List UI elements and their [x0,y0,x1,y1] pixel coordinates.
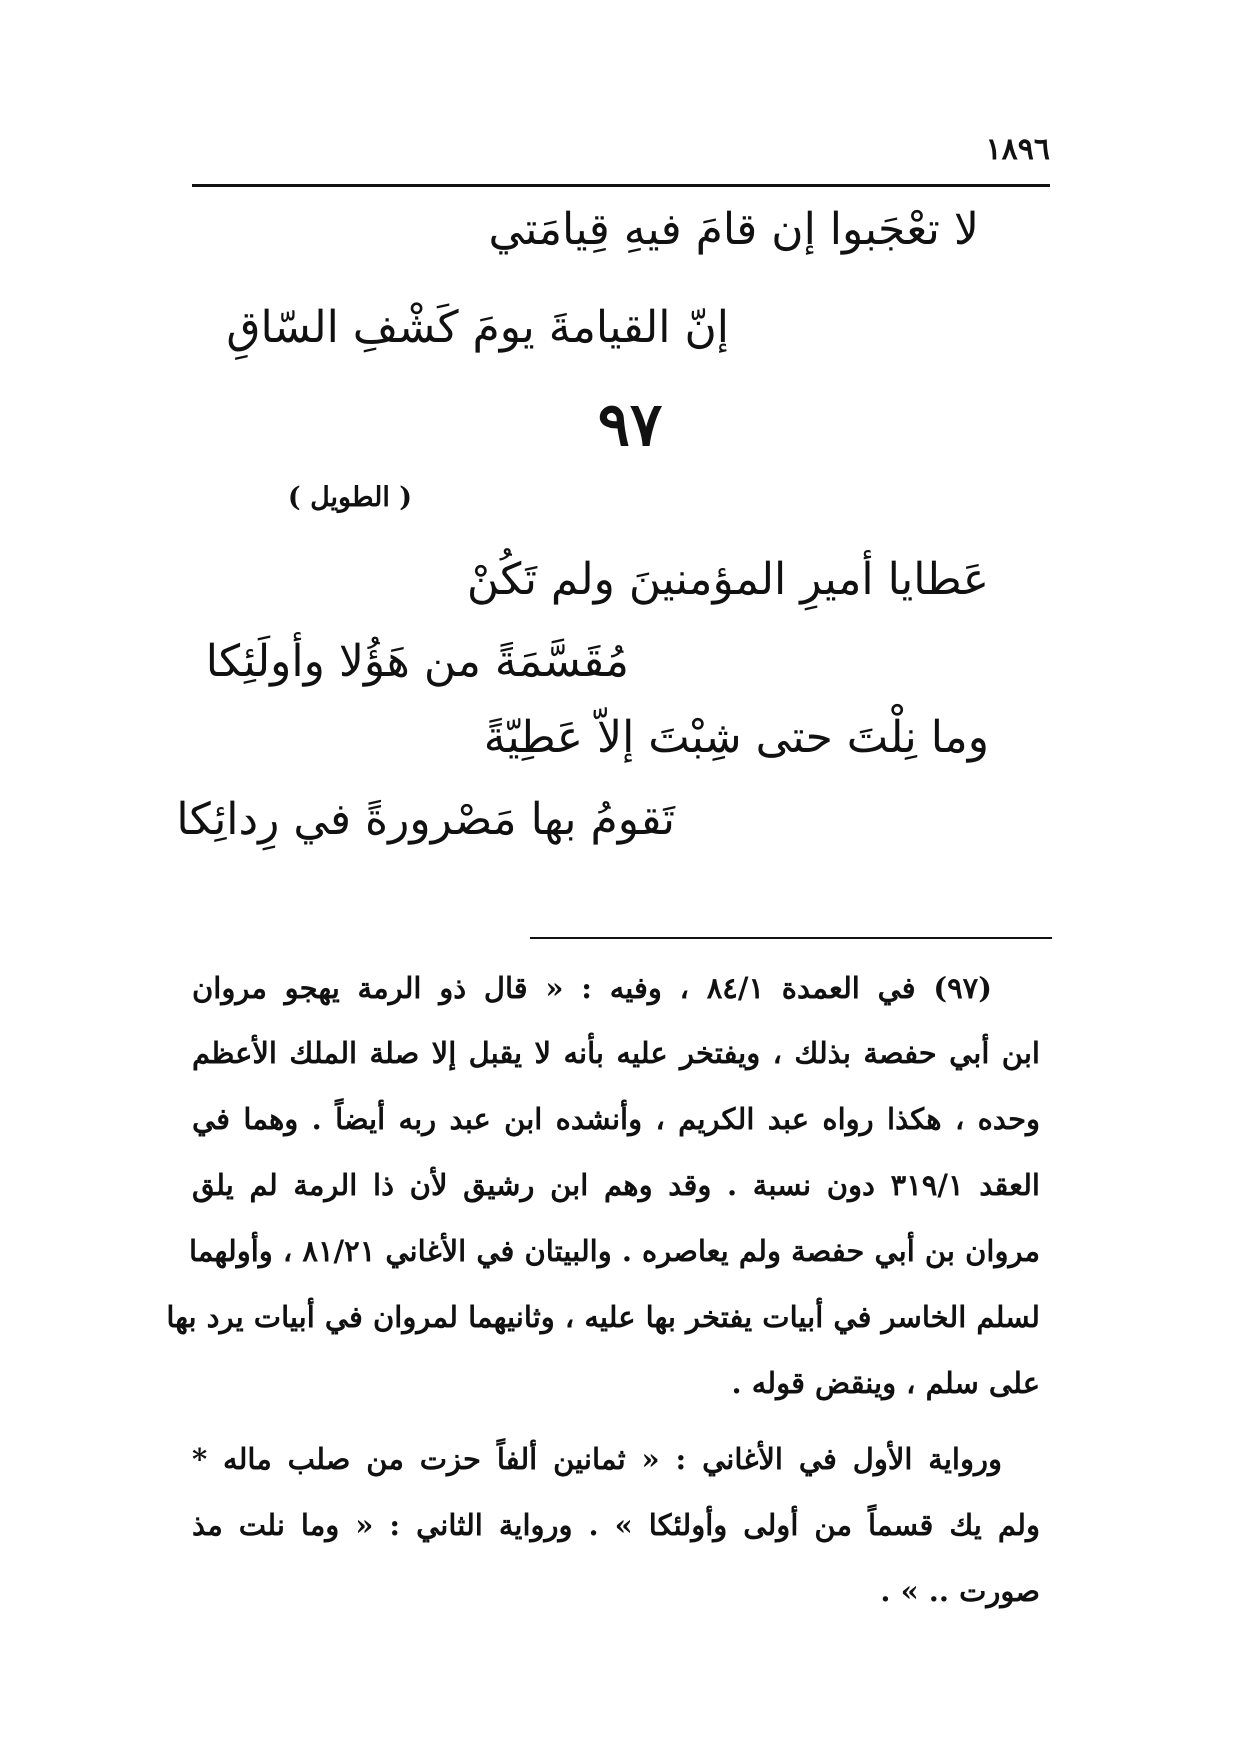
footnote-line: (٩٧) في العمدة ٨٤/١ ، وفيه : « قال ذو الرمة يهجو مروان [192,971,992,1005]
verse-line: وما نِلْتَ حتى شِبْتَ إلاّ عَطِيّةً [483,712,989,763]
header-rule [192,184,1050,187]
page-number: ١٨٩٦ [985,132,1050,167]
footnote-line: ورواية الأول في الأغاني : « ثمانين ألفاً حزت من صلب ماله * [192,1442,1002,1476]
footnote-line: على سلم ، وينقض قوله . [731,1366,1040,1400]
meter-label: ( الطويل ) [287,482,413,513]
footnote-line: مروان بن أبي حفصة ولم يعاصره . والبيتان في الأغاني ٨١/٢١ ، وأولهما [188,1234,1040,1268]
verse-line: إنّ القيامةَ يومَ كَشْفِ السّاقِ [226,302,729,353]
verse-line: لا تعْجَبوا إن قامَ فيهِ قِيامَتي [488,204,979,255]
poem-number: ٩٧ [597,390,663,460]
footnote-line: العقد ٣١٩/١ دون نسبة . وقد وهم ابن رشيق لأن ذا الرمة لم يلق [192,1168,1040,1202]
footnote-line: صورت .. » . [880,1574,1040,1608]
verse-line: عَطايا أميرِ المؤمنينَ ولم تَكُنْ [466,554,989,605]
footnote-line: لسلم الخاسر في أبيات يفتخر بها عليه ، وثانيهما لمروان في أبيات يرد بها [166,1300,1040,1334]
verse-line: مُقَسَّمَةً من هَؤُلا وأولَئِكا [205,636,629,687]
footnote-line: ابن أبي حفصة بذلك ، ويفتخر عليه بأنه لا يقبل إلا صلة الملك الأعظم [192,1036,1040,1070]
verse-line: تَقومُ بها مَصْرورةً في رِدائِكا [176,794,675,845]
footnote-line: وحده ، هكذا رواه عبد الكريم ، وأنشده ابن عبد ربه أيضاً . وهما في [192,1102,1040,1136]
footnote-line: ولم يك قسماً من أولى وأولئكا » . ورواية الثاني : « وما نلت مذ [192,1508,1040,1542]
footnote-rule [530,937,1052,939]
